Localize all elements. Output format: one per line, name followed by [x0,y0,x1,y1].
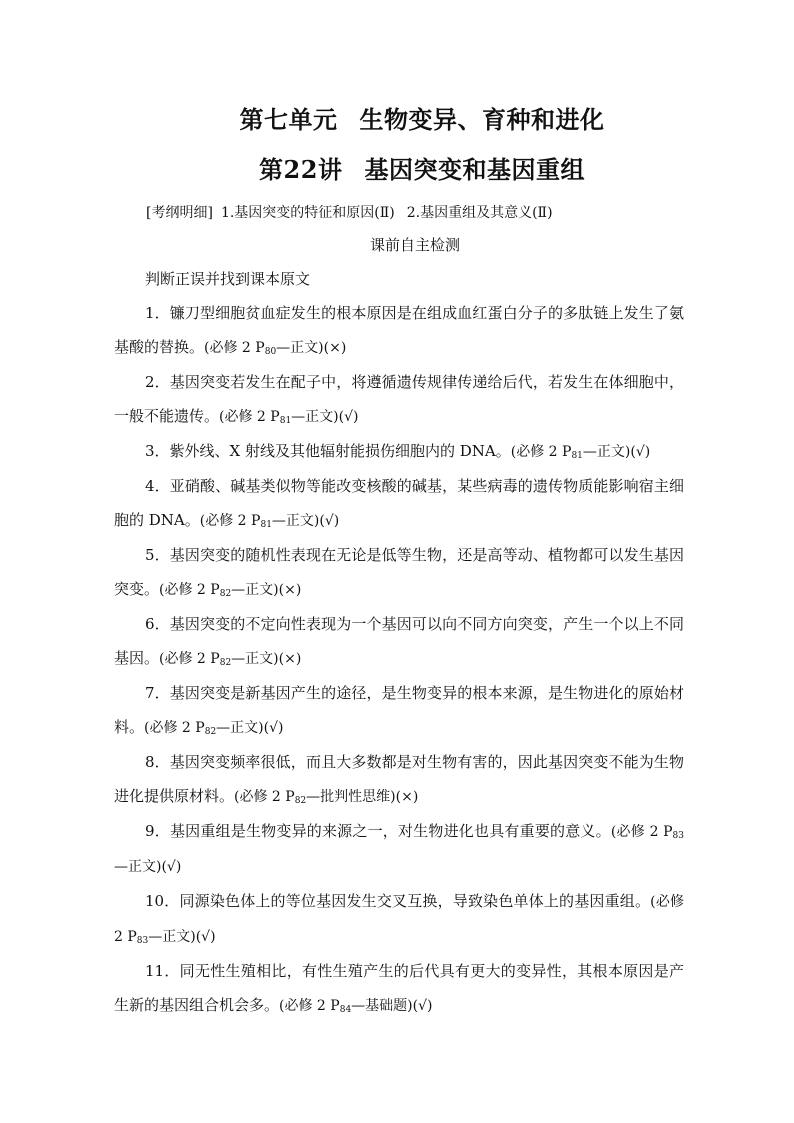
question-item [114,676,684,745]
question-source: (必修 2 $P_{80}—$正文)(×) [204,340,347,357]
question-item [114,296,684,365]
question-source: (必修 2 $P_{83}—$正文)(√) [114,894,685,946]
question-text: 3．紫外线、X 射线及其他辐射能损伤细胞内的 DNA。 [145,442,511,460]
question-item [114,469,684,538]
question-source: (必修 2 $P_{84}—$基础题)(√) [279,998,433,1015]
question-item [114,884,684,954]
question-source: (必修 2 $P_{82}—$正文)(×) [159,651,302,668]
question-source: (必修 2 $P_{81}—$正文)(√) [199,513,340,530]
question-source: (必修 2 $P_{82}—$正文)(√) [144,720,284,737]
question-text: 1．镰刀型细胞贫血症发生的根本原因是在组成血红蛋白分子的多肽链上发生了氨基酸的替换。 [114,304,684,356]
question-item [114,607,684,676]
question-item [114,954,684,1023]
unit-label: 第七单元 [239,105,338,134]
question-item [114,745,684,814]
question-item [114,434,684,469]
syllabus-point-2: 2.基因重组及其意义(Ⅱ) [406,205,553,221]
question-list [114,296,684,1023]
question-source: (必修 2 $P_{82}—$正文)(×) [159,582,302,599]
question-text: 5．基因突变的随机性表现在无论是低等生物，还是高等动、植物都可以发生基因突变。 [114,546,684,598]
lecture-title [0,150,794,185]
question-text: 4．亚硝酸、碱基类似物等能改变核酸的碱基，某些病毒的遗传物质能影响宿主细胞的 DNA。 [114,477,684,529]
question-text: 9．基因重组是生物变异的来源之一，对生物进化也具有重要的意义。 [145,822,611,840]
syllabus-line [146,202,553,222]
question-source: (必修 2 $P_{82}—$批判性思维)(×) [234,789,419,806]
instruction: 判断正误并找到课本原文 [145,270,311,288]
section-title: 课前自主检测 [369,236,460,254]
unit-title [0,100,794,135]
question-item [114,365,684,434]
question-source: (必修 2 $P_{81}—$正文)(√) [219,409,359,426]
unit-name: 生物变异、育种和进化 [359,105,605,134]
syllabus-tag: [考纲明细] [146,205,213,221]
lecture-label: 第22讲 [259,155,343,184]
lecture-name: 基因突变和基因重组 [364,155,585,184]
question-text: 10．同源染色体上的等位基因发生交叉互换，导致染色单体上的基因重组。 [145,892,651,910]
question-text: 2．基因突变若发生在配子中，将遵循遗传规律传递给后代，若发生在体细胞中，一般不能遗传。 [114,373,684,425]
question-source: (必修 2 $P_{83}—$正文)(√) [114,824,684,875]
question-text: 7．基因突变是新基因产生的途径，是生物变异的根本来源，是生物进化的原始材料。 [114,684,684,736]
question-item [114,538,684,607]
question-text: 6．基因突变的不定向性表现为一个基因可以向不同方向突变，产生一个以上不同基因。 [114,615,684,667]
syllabus-point-1: 1.基因突变的特征和原因(Ⅱ) [220,205,395,221]
question-item [114,814,684,884]
question-text: 11．同无性生殖相比，有性生殖产生的后代具有更大的变异性，其根本原因是产生新的基因组合机会多。 [114,962,684,1014]
question-text: 8．基因突变频率很低，而且大多数都是对生物有害的，因此基因突变不能为生物进化提供原材料。 [114,753,684,805]
question-source: (必修 2 $P_{81}—$正文)(√) [510,444,651,461]
